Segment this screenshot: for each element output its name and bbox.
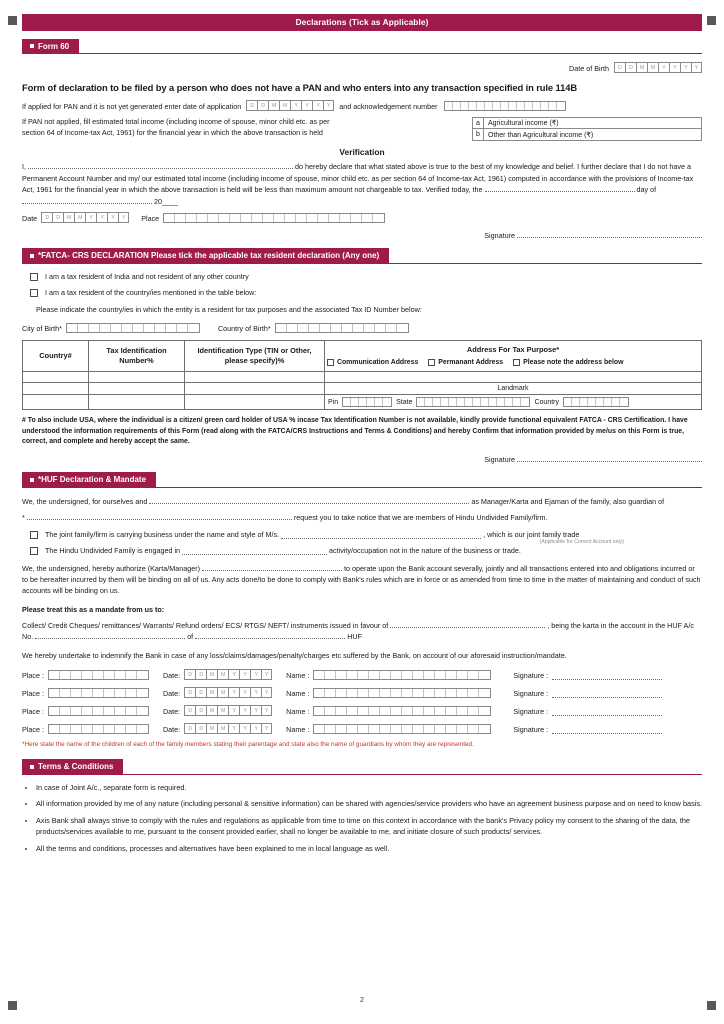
date-cell[interactable]: Y bbox=[261, 669, 272, 680]
section-rule bbox=[156, 472, 702, 488]
city-of-birth-comb[interactable] bbox=[66, 323, 200, 333]
pan-not-applied-line-2: section 64 of Income-tax Act, 1961) for the financial year in which the above transaction is held bbox=[22, 128, 323, 137]
name-comb[interactable] bbox=[313, 670, 491, 680]
date-cell[interactable]: Y bbox=[118, 212, 129, 223]
huf-current-account-note: (Applicable for Current Account only) bbox=[539, 539, 624, 546]
date-of-birth-label: Date of Birth bbox=[569, 64, 609, 73]
signature-label: Signature : bbox=[513, 671, 549, 681]
huf-line-1-post: as Manager/Karta and Ejaman of the family, also guardian of bbox=[471, 496, 665, 506]
square-bullet-icon bbox=[30, 765, 34, 769]
date-cell[interactable]: D bbox=[246, 100, 257, 111]
date-cell[interactable]: M bbox=[217, 669, 228, 680]
place-comb[interactable] bbox=[48, 724, 149, 734]
place-comb[interactable] bbox=[48, 706, 149, 716]
date-cell[interactable]: Y bbox=[107, 212, 118, 223]
place-label: Place : bbox=[22, 725, 44, 735]
square-bullet-icon bbox=[30, 478, 34, 482]
pin-label: Pin bbox=[328, 398, 339, 406]
dob-cell[interactable]: D bbox=[614, 62, 625, 73]
th-country: Country# bbox=[23, 341, 89, 372]
section-title-terms: Terms & Conditions bbox=[38, 762, 114, 772]
address-option-group bbox=[327, 358, 699, 367]
income-option-key-b: b bbox=[473, 129, 484, 140]
huf-business-name-input[interactable] bbox=[281, 531, 481, 539]
table-row[interactable] bbox=[23, 395, 702, 410]
date-cell[interactable]: M bbox=[63, 212, 74, 223]
fatca-footnote-text: # To also include USA, where the individual is a citizen/ green card holder of USA % incase Tax Identification Number is not available, kindly provide functional equivalent FATCA - CRS Certification. I have understood the information requirements of this Form (read along with the FATCA/CRS Instructions and Terms & Conditions) and hereby Confirm that information provided by me/us on this Form is true, correct, and complete and hereby accept the same. bbox=[22, 417, 688, 446]
country-label: Country bbox=[534, 398, 559, 406]
date-comb[interactable] bbox=[184, 669, 272, 680]
name-label: Name : bbox=[286, 725, 310, 735]
page-number: 2 bbox=[360, 997, 364, 1004]
signature-input[interactable] bbox=[517, 454, 702, 462]
date-cell[interactable]: M bbox=[74, 212, 85, 223]
th-address-for-tax-purpose bbox=[325, 341, 702, 372]
huf-line-2-star: * bbox=[22, 512, 25, 522]
table-header-row bbox=[23, 341, 702, 372]
signature-label: Signature : bbox=[513, 707, 549, 717]
date-cell[interactable]: D bbox=[184, 669, 195, 680]
huf-karta-name-input[interactable] bbox=[202, 563, 342, 571]
date-label: Date bbox=[22, 214, 38, 224]
checkbox-huf-engaged-activity[interactable] bbox=[30, 547, 38, 555]
verification-i-label: I, bbox=[22, 162, 26, 171]
fatca-table bbox=[22, 340, 702, 410]
date-cell[interactable]: M bbox=[206, 687, 217, 698]
signature-input[interactable] bbox=[552, 690, 662, 698]
pin-state-country-row bbox=[328, 397, 698, 407]
section-header-form-60 bbox=[22, 39, 79, 55]
huf-favour-of-input[interactable] bbox=[390, 620, 545, 628]
date-cell[interactable]: Y bbox=[239, 687, 250, 698]
section-rule bbox=[389, 248, 702, 264]
cell-identification-type[interactable] bbox=[185, 372, 325, 383]
cell-country[interactable] bbox=[23, 372, 89, 383]
date-cell[interactable]: D bbox=[184, 705, 195, 716]
section-fatca bbox=[22, 248, 702, 264]
checkbox-tax-resident-other[interactable] bbox=[30, 289, 38, 297]
cell-address-line-1[interactable] bbox=[325, 372, 702, 383]
fatca-option-india-label: I am a tax resident of India and not resident of any other country bbox=[45, 271, 249, 281]
table-row[interactable] bbox=[23, 383, 702, 395]
date-cell[interactable]: Y bbox=[261, 687, 272, 698]
date-cell[interactable]: Y bbox=[239, 723, 250, 734]
date-cell[interactable]: Y bbox=[239, 705, 250, 716]
date-cell[interactable]: Y bbox=[228, 723, 239, 734]
pan-application-date-comb[interactable] bbox=[246, 100, 334, 111]
huf-line-2 bbox=[22, 512, 702, 524]
cell-tin[interactable] bbox=[89, 372, 185, 383]
list-item: • All the terms and conditions, processes and alternatives have been explained to me in local language as well. bbox=[36, 843, 702, 854]
cell-identification-type[interactable] bbox=[185, 383, 325, 395]
huf-mandate-body bbox=[22, 620, 702, 644]
section-title-huf: *HUF Declaration & Mandate bbox=[38, 475, 147, 485]
name-comb[interactable] bbox=[313, 688, 491, 698]
list-item: • In case of Joint A/c., separate form is required. bbox=[36, 782, 702, 793]
date-cell[interactable]: Y bbox=[261, 705, 272, 716]
address-option-below[interactable] bbox=[513, 358, 623, 367]
other-income-field[interactable] bbox=[472, 129, 702, 141]
dob-cell[interactable]: Y bbox=[691, 62, 702, 73]
date-cell[interactable]: Y bbox=[301, 100, 312, 111]
income-option-key-a: a bbox=[473, 118, 484, 129]
date-cell[interactable]: Y bbox=[312, 100, 323, 111]
verification-title: Verification bbox=[339, 147, 385, 157]
registration-mark-top-right bbox=[707, 16, 716, 25]
name-label: Name : bbox=[286, 671, 310, 681]
fatca-option-other[interactable] bbox=[22, 288, 702, 297]
verification-day-input[interactable] bbox=[485, 184, 635, 192]
cell-country[interactable] bbox=[23, 383, 89, 395]
huf-manager-name-input[interactable] bbox=[149, 496, 469, 504]
pin-comb[interactable] bbox=[342, 397, 392, 407]
date-cell[interactable]: D bbox=[195, 669, 206, 680]
signature-row[interactable] bbox=[22, 723, 702, 734]
verification-day-of-label: day of bbox=[636, 185, 657, 195]
date-cell[interactable]: Y bbox=[96, 212, 107, 223]
country-of-birth-label: Country of Birth* bbox=[217, 324, 271, 333]
date-cell[interactable]: M bbox=[268, 100, 279, 111]
cell-landmark[interactable]: Landmark bbox=[325, 383, 702, 395]
huf-mandate-suffix: HUF bbox=[347, 632, 362, 642]
huf-checkbox-2-post: activity/occupation not in the nature of the business or trade. bbox=[329, 546, 521, 556]
place-label: Place bbox=[141, 214, 160, 224]
dob-cell[interactable]: Y bbox=[658, 62, 669, 73]
signature-row[interactable] bbox=[22, 669, 702, 680]
huf-authorization-pre: We, the undersigned, hereby authorize (Karta/Manager) bbox=[22, 564, 201, 574]
date-cell[interactable]: Y bbox=[250, 723, 261, 734]
cell-identification-type[interactable] bbox=[185, 395, 325, 410]
signature-input[interactable] bbox=[517, 230, 702, 238]
checkbox-address-below[interactable] bbox=[513, 359, 520, 366]
signature-label: Signature : bbox=[513, 689, 549, 699]
city-of-birth-label: City of Birth* bbox=[22, 324, 62, 333]
checkbox-joint-family-business[interactable] bbox=[30, 531, 38, 539]
verification-date-comb[interactable] bbox=[41, 212, 129, 223]
th-tin: Tax Identification Number% bbox=[89, 341, 185, 372]
place-label: Place : bbox=[22, 707, 44, 717]
checkbox-permanent-address[interactable] bbox=[428, 359, 435, 366]
state-comb[interactable] bbox=[416, 397, 530, 407]
section-header-terms bbox=[22, 759, 123, 775]
signature-label: Signature bbox=[484, 231, 515, 241]
fatca-option-india[interactable] bbox=[22, 272, 702, 281]
huf-line-2-post: request you to take notice that we are members of Hindu Undivided Family/firm. bbox=[293, 512, 548, 522]
date-label: Date: bbox=[162, 689, 181, 699]
name-comb[interactable] bbox=[313, 724, 491, 734]
place-comb[interactable] bbox=[48, 670, 149, 680]
date-cell[interactable]: D bbox=[41, 212, 52, 223]
form-60-heading: Form of declaration to be filed by a person who does not have a PAN and who enters into any transaction specified in rule 114B bbox=[22, 82, 578, 93]
signature-row[interactable] bbox=[22, 705, 702, 716]
date-label: Date: bbox=[162, 671, 181, 681]
dob-cell[interactable]: Y bbox=[680, 62, 691, 73]
fatca-instruction: Please indicate the country/ies in which the entity is a resident for tax purposes and the associated Tax ID Number below: bbox=[36, 304, 422, 314]
name-label: Name : bbox=[286, 707, 310, 717]
page-title: Declarations (Tick as Applicable) bbox=[22, 14, 702, 31]
date-comb[interactable] bbox=[184, 687, 272, 698]
date-cell[interactable]: Y bbox=[228, 669, 239, 680]
place-comb[interactable] bbox=[48, 688, 149, 698]
huf-checkbox-1-pre: The joint family/firm is carrying business under the name and style of M/s. bbox=[45, 530, 280, 540]
verification-body: do hereby declare that what stated above is true to the best of my knowledge and belief. I further declare that I do not have a Permanent Account Number and my/ our estimated total income (including income of spouse, minor child etc. as per section 64 of Income-tax Act, 1961) computed in accordance with the provisions of Income-tax Act, 1961 for the financial year in which the above transaction is held will be less than maximum amount not chargeable to tax. Verified today, the bbox=[22, 162, 694, 195]
address-option-permanent[interactable] bbox=[428, 358, 503, 367]
date-cell[interactable]: M bbox=[217, 705, 228, 716]
date-cell[interactable]: Y bbox=[228, 687, 239, 698]
acknowledgement-number-comb[interactable] bbox=[444, 101, 566, 111]
date-cell[interactable]: Y bbox=[250, 705, 261, 716]
cell-tin[interactable] bbox=[89, 395, 185, 410]
date-cell[interactable]: Y bbox=[250, 669, 261, 680]
date-comb[interactable] bbox=[184, 705, 272, 716]
date-cell[interactable]: D bbox=[195, 705, 206, 716]
date-cell[interactable]: D bbox=[195, 687, 206, 698]
square-bullet-icon bbox=[30, 254, 34, 258]
dob-cell[interactable]: M bbox=[636, 62, 647, 73]
huf-authorization-post: to operate upon the Bank account severally, jointly and all transactions entered into and obligations incurred or to be hereafter incurred by them will be binding on all of us. Any acts done/to be done to comply with Bank's rules which are in force or as amended from time to time in the matter of maintaining and conduct of such accounts will be binding on us. bbox=[22, 564, 701, 596]
checkbox-communication-address[interactable] bbox=[327, 359, 334, 366]
date-cell[interactable]: M bbox=[217, 687, 228, 698]
place-comb[interactable] bbox=[163, 213, 385, 223]
section-header-fatca bbox=[22, 248, 389, 264]
place-label: Place : bbox=[22, 689, 44, 699]
checkbox-tax-resident-india[interactable] bbox=[30, 273, 38, 281]
acknowledgement-number-label: and acknowledgement number bbox=[339, 102, 438, 111]
huf-mandate-mid: , being the karta in the account in the HUF A/c No. bbox=[22, 620, 694, 642]
date-cell[interactable]: D bbox=[257, 100, 268, 111]
fatca-signature-field[interactable] bbox=[22, 454, 702, 464]
date-cell[interactable]: D bbox=[52, 212, 63, 223]
date-label: Date: bbox=[162, 725, 181, 735]
table-row[interactable] bbox=[23, 372, 702, 383]
name-comb[interactable] bbox=[313, 706, 491, 716]
name-label: Name : bbox=[286, 689, 310, 699]
huf-checkbox-2-pre: The Hindu Undivided Family is engaged in bbox=[45, 546, 181, 556]
huf-checkbox-1-post: , which is our joint family trade bbox=[483, 530, 580, 540]
huf-footnote: *Here state the name of the children of each of the family members stating their parentage and state also the name of guardians by whom they are represented. bbox=[22, 741, 474, 749]
cell-pin-state-country[interactable] bbox=[325, 395, 702, 410]
section-rule bbox=[79, 39, 702, 55]
cell-country[interactable] bbox=[23, 395, 89, 410]
dob-cell[interactable]: M bbox=[647, 62, 658, 73]
signature-input[interactable] bbox=[552, 708, 662, 716]
pan-not-applied-line-1: If PAN not applied, fill estimated total income (including income of spouse, minor child etc. as per bbox=[22, 117, 330, 126]
date-cell[interactable]: Y bbox=[250, 687, 261, 698]
agricultural-income-field[interactable] bbox=[472, 117, 702, 129]
agricultural-income-label: Agricultural income (₹) bbox=[488, 120, 559, 127]
pan-applied-label: If applied for PAN and it is not yet generated enter date of application bbox=[22, 102, 242, 111]
form-60-signature-field[interactable] bbox=[22, 230, 702, 240]
fatca-footnote bbox=[22, 416, 702, 447]
date-of-birth-comb[interactable] bbox=[614, 62, 702, 73]
address-option-below-label: Please note the address below bbox=[523, 358, 624, 366]
date-cell[interactable]: Y bbox=[290, 100, 301, 111]
th-identification-type: Identification Type (TIN or Other, please specify)% bbox=[185, 341, 325, 372]
signature-label: Signature : bbox=[513, 725, 549, 735]
section-terms bbox=[22, 759, 702, 775]
address-option-permanent-label: Permanant Address bbox=[438, 358, 504, 366]
date-label: Date: bbox=[162, 707, 181, 717]
terms-list bbox=[22, 782, 702, 855]
place-label: Place : bbox=[22, 671, 44, 681]
huf-line-1 bbox=[22, 496, 702, 508]
section-title-form-60: Form 60 bbox=[38, 41, 70, 51]
state-label: State bbox=[396, 398, 413, 406]
declarant-name-input[interactable] bbox=[28, 161, 293, 169]
date-cell[interactable]: D bbox=[195, 723, 206, 734]
date-cell[interactable]: D bbox=[184, 687, 195, 698]
signature-input[interactable] bbox=[552, 726, 662, 734]
verification-year-label: 20____ bbox=[154, 196, 178, 206]
signature-input[interactable] bbox=[552, 672, 662, 680]
section-title-fatca: *FATCA- CRS DECLARATION Please tick the applicable tax resident declaration (Any one) bbox=[38, 251, 380, 261]
huf-mandate-pre: Collect/ Credit Cheques/ remittances/ Warrants/ Refund orders/ ECS/ RTGS/ NEFT/ instruments issued in favour of bbox=[22, 620, 389, 630]
address-option-communication[interactable] bbox=[327, 358, 418, 367]
date-cell[interactable]: Y bbox=[261, 723, 272, 734]
huf-line-1-pre: We, the undersigned, for ourselves and bbox=[22, 496, 148, 506]
section-form-60 bbox=[22, 39, 702, 55]
date-of-birth-field[interactable] bbox=[569, 62, 702, 73]
list-item: • Axis Bank shall always strive to comply with the rules and regulations as applicable from time to time on this context in accordance with the bank's Privacy policy my consent to the sharing of the data, the products/services available to me, pursuant to the consent provided earlier, shall no longer be available to me, and initiate closure of such products/ services. bbox=[36, 815, 702, 838]
date-cell[interactable]: Y bbox=[323, 100, 334, 111]
signature-label: Signature bbox=[484, 455, 515, 465]
date-cell[interactable]: M bbox=[206, 705, 217, 716]
date-cell[interactable]: Y bbox=[85, 212, 96, 223]
cell-tin[interactable] bbox=[89, 383, 185, 395]
other-income-label: Other than Agricultural income (₹) bbox=[488, 131, 594, 139]
huf-activity-input[interactable] bbox=[182, 547, 327, 555]
date-cell[interactable]: Y bbox=[239, 669, 250, 680]
date-cell[interactable]: M bbox=[217, 723, 228, 734]
date-cell[interactable]: M bbox=[206, 723, 217, 734]
dob-cell[interactable]: Y bbox=[669, 62, 680, 73]
country-of-birth-comb[interactable] bbox=[275, 323, 409, 333]
section-huf bbox=[22, 472, 702, 488]
date-cell[interactable]: D bbox=[184, 723, 195, 734]
registration-mark-top-left bbox=[8, 16, 17, 25]
th-address-title: Address For Tax Purpose* bbox=[466, 345, 560, 354]
date-cell[interactable]: M bbox=[279, 100, 290, 111]
list-item: • All information provided by me of any nature (including personal & sensitive information) can be shared with agencies/service providers who have an agreement business purpose and on need to know basis. bbox=[36, 798, 702, 809]
date-cell[interactable]: Y bbox=[228, 705, 239, 716]
huf-account-number-input[interactable] bbox=[35, 631, 185, 639]
signature-row[interactable] bbox=[22, 687, 702, 698]
country-comb[interactable] bbox=[563, 397, 629, 407]
section-header-huf bbox=[22, 472, 156, 488]
huf-authorization bbox=[22, 563, 702, 596]
huf-mandate-title: Please treat this as a mandate from us to: bbox=[22, 604, 165, 614]
huf-huf-name-input[interactable] bbox=[195, 631, 345, 639]
huf-indemnity: We hereby undertake to indemnify the Bank in case of any loss/claims/damages/penalty/charges etc suffered by the Bank, on account of our aforesaid instruction/mandate. bbox=[22, 651, 567, 661]
date-cell[interactable]: M bbox=[206, 669, 217, 680]
huf-mandate-of: of bbox=[187, 632, 194, 642]
section-rule bbox=[123, 759, 702, 775]
address-option-communication-label: Communication Address bbox=[337, 358, 419, 366]
fatca-option-other-label: I am a tax resident of the country/ies mentioned in the table below: bbox=[45, 287, 257, 297]
huf-guardian-input[interactable] bbox=[27, 512, 292, 520]
date-comb[interactable] bbox=[184, 723, 272, 734]
dob-cell[interactable]: D bbox=[625, 62, 636, 73]
verification-month-input[interactable] bbox=[22, 196, 152, 204]
square-bullet-icon bbox=[30, 44, 34, 48]
